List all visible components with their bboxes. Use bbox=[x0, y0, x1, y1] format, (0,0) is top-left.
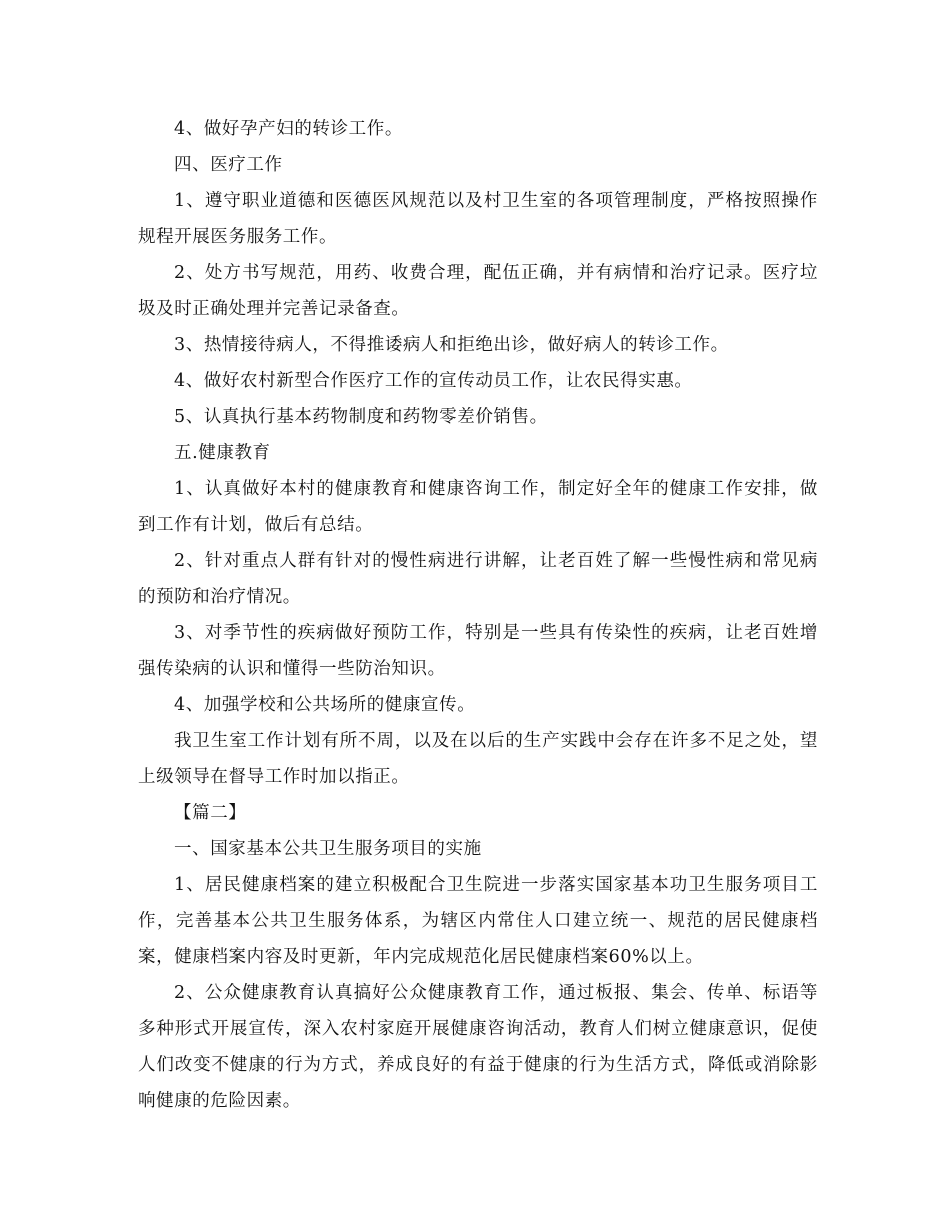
paragraph: 3、热情接待病人，不得推诿病人和拒绝出诊，做好病人的转诊工作。 bbox=[174, 335, 729, 355]
paragraph: 3、对季节性的疾病做好预防工作，特别是一些具有传染性的疾病，让老百姓增强传染病的认识和懂得一些防治知识。 bbox=[138, 623, 818, 679]
paragraph: 2、针对重点人群有针对的慢性病进行讲解，让老百姓了解一些慢性病和常见病的预防和治疗情况。 bbox=[138, 551, 818, 607]
document-body bbox=[138, 111, 818, 1119]
paragraph: 2、公众健康教育认真搞好公众健康教育工作，通过板报、集会、传单、标语等多种形式开展宣传，深入农村家庭开展健康咨询活动，教育人们树立健康意识，促使人们改变不健康的行为方式，养成良好的有益于健康的行为生活方式，降低或消除影响健康的危险因素。 bbox=[138, 983, 818, 1111]
section-heading: 五.健康教育 bbox=[174, 443, 271, 463]
paragraph: 1、遵守职业道德和医德医风规范以及村卫生室的各项管理制度，严格按照操作规程开展医务服务工作。 bbox=[138, 191, 818, 247]
paragraph: 1、认真做好本村的健康教育和健康咨询工作，制定好全年的健康工作安排，做到工作有计划，做后有总结。 bbox=[138, 479, 818, 535]
section-heading: 一、国家基本公共卫生服务项目的实施 bbox=[174, 839, 482, 859]
paragraph: 5、认真执行基本药物制度和药物零差价销售。 bbox=[174, 407, 548, 427]
paragraph: 我卫生室工作计划有所不周，以及在以后的生产实践中会存在许多不足之处，望上级领导在督导工作时加以指正。 bbox=[138, 731, 818, 787]
paragraph: 1、居民健康档案的建立积极配合卫生院进一步落实国家基本功卫生服务项目工作，完善基本公共卫生服务体系，为辖区内常住人口建立统一、规范的居民健康档案，健康档案内容及时更新，年内完成规范化居民健康档案60%以上。 bbox=[138, 875, 818, 967]
part-heading: 【篇二】 bbox=[174, 803, 247, 823]
paragraph: 4、加强学校和公共场所的健康宣传。 bbox=[174, 695, 476, 715]
section-heading: 四、医疗工作 bbox=[174, 155, 283, 175]
paragraph: 2、处方书写规范，用药、收费合理，配伍正确，并有病情和治疗记录。医疗垃圾及时正确处理并完善记录备查。 bbox=[138, 263, 818, 319]
paragraph: 4、做好孕产妇的转诊工作。 bbox=[174, 119, 403, 139]
paragraph: 4、做好农村新型合作医疗工作的宣传动员工作，让农民得实惠。 bbox=[174, 371, 693, 391]
